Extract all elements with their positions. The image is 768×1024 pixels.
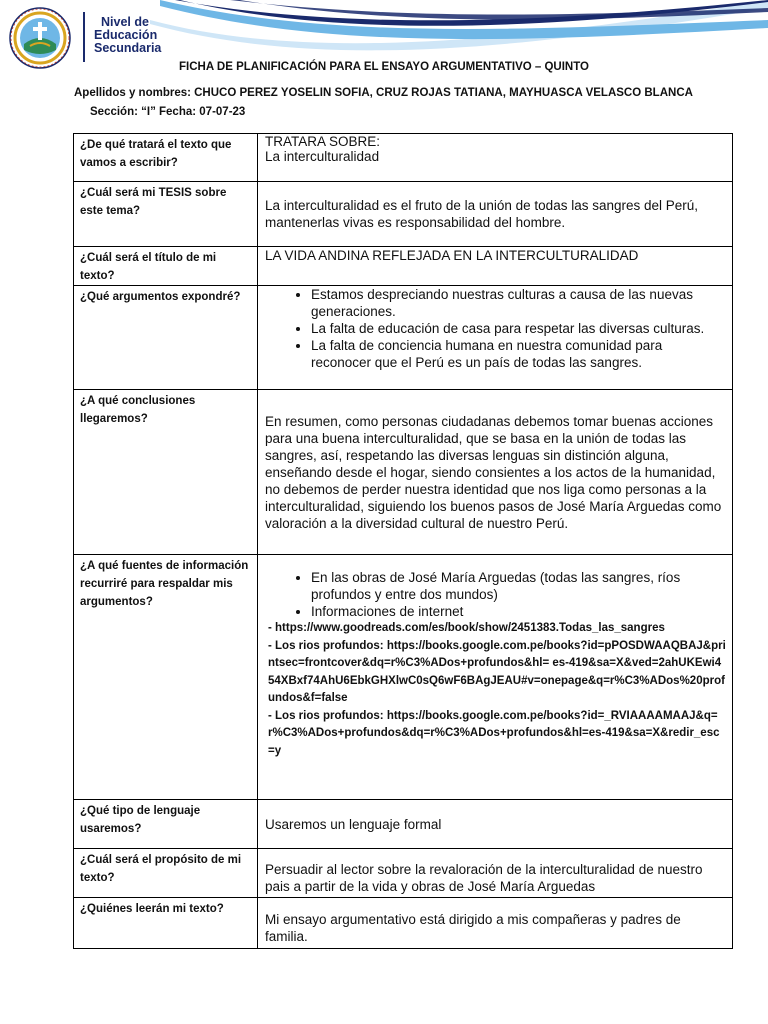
answer-cell xyxy=(258,390,733,555)
list-item: • Informaciones de internet xyxy=(311,603,726,620)
table-row xyxy=(74,286,733,390)
table-row xyxy=(74,898,733,949)
question-cell: ¿Cuál será el propósito de mi texto? xyxy=(74,849,258,898)
section-date: Sección: “I” Fecha: 07-07-23 xyxy=(90,106,246,118)
table-row xyxy=(74,390,733,555)
answer-line: La interculturalidad xyxy=(265,149,380,164)
answer-cell xyxy=(258,898,733,949)
answer-text: Mi ensayo argumentativo está dirigido a mis compañeras y padres de familia. xyxy=(265,912,681,944)
answer-cell xyxy=(258,849,733,898)
planning-table xyxy=(73,133,733,949)
source-link: - https://www.goodreads.com/es/book/show/2451383.Todas_las_sangres xyxy=(268,622,665,634)
answer-cell xyxy=(258,247,733,286)
question-cell: ¿Qué argumentos expondré? xyxy=(74,286,258,390)
answer-text: Persuadir al lector sobre la revaloración de la interculturalidad de nuestro pais a partir de la vida y obras de José María Arguedas xyxy=(265,862,703,894)
answer-text: LA VIDA ANDINA REFLEJADA EN LA INTERCULTURALIDAD xyxy=(265,248,639,263)
table-row xyxy=(74,555,733,800)
question-cell: ¿De qué tratará el texto que vamos a escribir? xyxy=(74,134,258,182)
source-list xyxy=(265,569,726,620)
question-cell: ¿Cuál será mi TESIS sobre este tema? xyxy=(74,182,258,247)
list-item: • La falta de educación de casa para respetar las diversas culturas. xyxy=(311,320,726,337)
answer-cell xyxy=(258,182,733,247)
table-row xyxy=(74,182,733,247)
table-row xyxy=(74,134,733,182)
page-header xyxy=(0,0,768,70)
question-cell: ¿Qué tipo de lenguaje usaremos? xyxy=(74,800,258,849)
answer-text: En resumen, como personas ciudadanas debemos tomar buenas acciones para una buena interculturalidad, que se basa en la unión de todas las sangres, así, respetando las diversas lenguas sin distinción alguna, enseñando desde el hogar, siendo consientes a los actos de la humanidad, no debemos de perder nuestra identidad que nos liga como personas a la interculturalidad, siguiendo los buenos pasos de José María Arguedas como valoración a la diversidad cultural de nuestro Perú. xyxy=(265,413,722,531)
answer-text: La interculturalidad es el fruto de la unión de todas las sangres del Perú, mantenerlas vivas es responsabilidad del hombre. xyxy=(265,198,699,230)
answer-line: TRATARA SOBRE: xyxy=(265,134,381,149)
student-names: Apellidos y nombres: CHUCO PEREZ YOSELIN SOFIA, CRUZ ROJAS TATIANA, MAYHUASCA VELASCO BLANCA xyxy=(74,87,693,99)
argument-list xyxy=(265,286,726,371)
list-item: • Estamos despreciando nuestras culturas a causa de las nuevas generaciones. xyxy=(311,286,726,320)
table-row xyxy=(74,800,733,849)
list-item: • La falta de conciencia humana en nuestra comunidad para reconocer que el Perú es un país de todas las sangres. xyxy=(311,337,726,371)
question-cell: ¿A qué conclusiones llegaremos? xyxy=(74,390,258,555)
question-cell: ¿A qué fuentes de información recurriré para respaldar mis argumentos? xyxy=(74,555,258,800)
question-cell: ¿Quiénes leerán mi texto? xyxy=(74,898,258,949)
answer-cell xyxy=(258,134,733,182)
education-level-label: Nivel de Educación Secundaria xyxy=(94,15,162,55)
answer-cell xyxy=(258,555,733,800)
table-row xyxy=(74,849,733,898)
answer-cell xyxy=(258,800,733,849)
question-cell: ¿Cuál será el título de mi texto? xyxy=(74,247,258,286)
answer-text: Usaremos un lenguaje formal xyxy=(265,816,442,832)
document-title: FICHA DE PLANIFICACIÓN PARA EL ENSAYO ARGUMENTATIVO – QUINTO xyxy=(179,61,589,73)
list-item: • En las obras de José María Arguedas (todas las sangres, ríos profundos y entre dos mundos) xyxy=(311,569,726,603)
answer-cell xyxy=(258,286,733,390)
source-link: - Los rios profundos: https://books.google.com.pe/books?id=pPOSDWAAQBAJ&printsec=frontcover&dq=r%C3%ADos+profundos&hl= es-419&sa=X&ved=2ahUKEwi454XBxf74AhU6EbkGHXlwC0sQ6wF6BAgJEAU#v=onepage&q=r%C3%ADos%20profundos&f=false xyxy=(268,639,726,704)
source-link: - Los rios profundos: https://books.google.com.pe/books?id=_RVIAAAAMAAJ&q=r%C3%ADos+profundos&dq=r%C3%ADos+profundos&hl=es-419&sa=X&redir_esc=y xyxy=(268,709,720,757)
table-row xyxy=(74,247,733,286)
header-divider xyxy=(83,12,85,62)
